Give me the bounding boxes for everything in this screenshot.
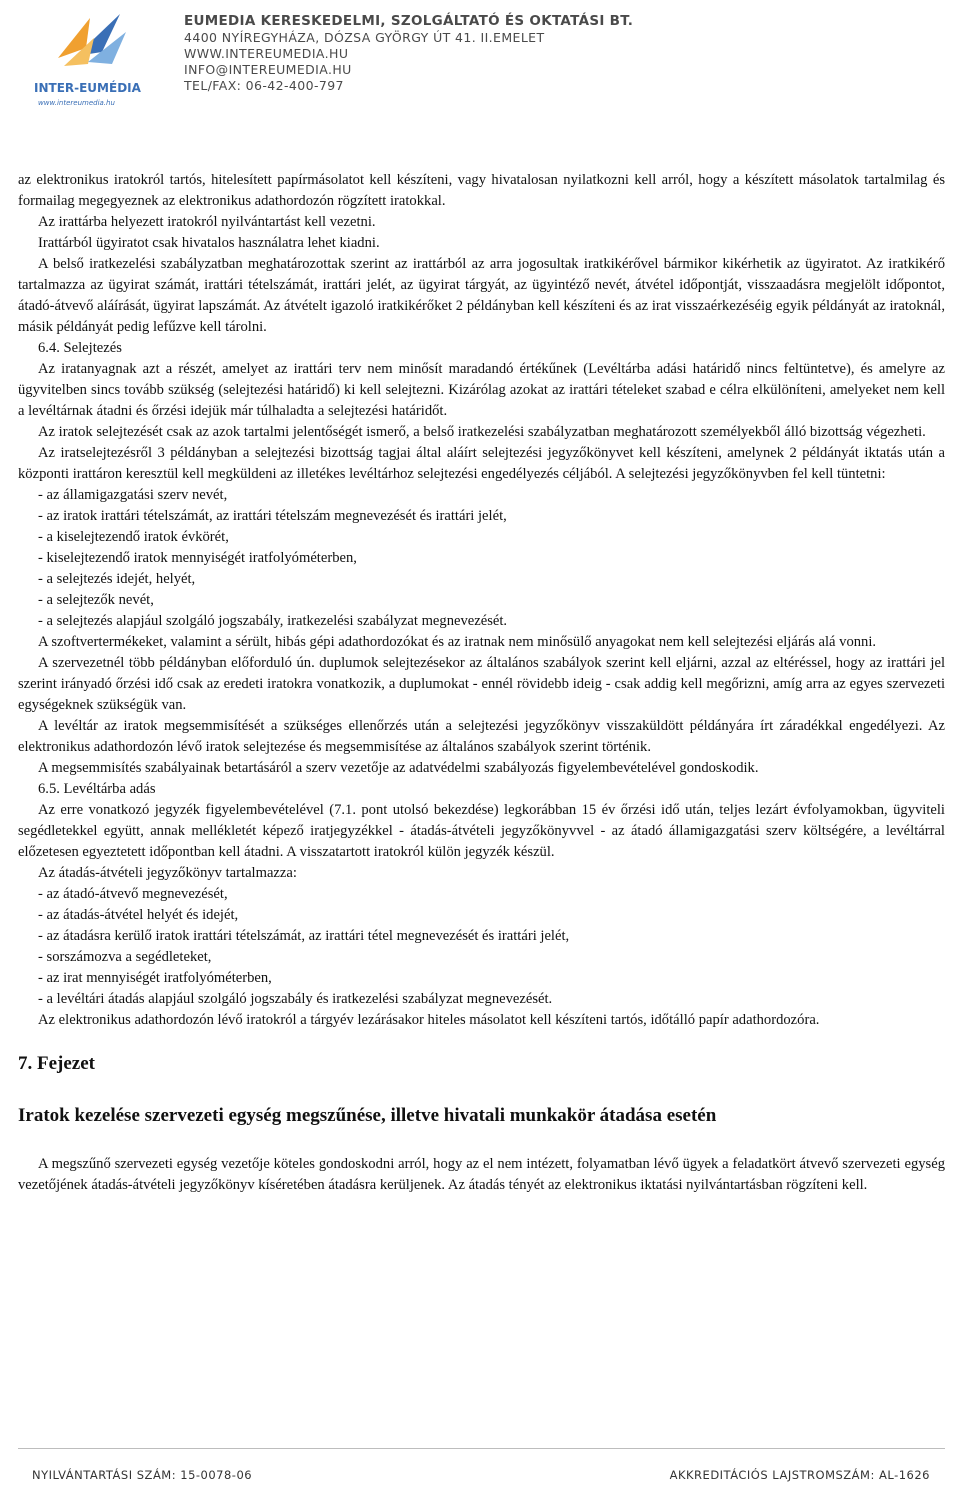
list-item: - a selejtezés alapjául szolgáló jogszabály, iratkezelési szabályzat megnevezését. [38,613,508,629]
paragraph: A levéltár az iratok megsemmisítését a szükséges ellenőrzés után a selejtezési jegyzőkönyv visszaküldött példányára írt záradékkal engedélyezi. Az elektronikus adathordozón lévő iratok selejtezése és megsemmisítése az általános szabályok szerint történik. [18,718,945,755]
paragraph: A szervezetnél több példányban előforduló ún. duplumok selejtezésekor az általános szabályok szerint kell eljárni, azzal az eltéréssel, hogy az irattári jel szerint irányadó őrzési idő csak az eredeti iratokra vonatkozik, a duplumokat - ennél rövidebb ideig - csak addig kell megőrizni, amíg arra az egyes szervezeti egységeknek szükségük van. [18,655,945,713]
paragraph: Az irattárba helyezett iratokról nyilvántartást kell vezetni. [38,214,376,230]
registration-number: NYILVÁNTARTÁSI SZÁM: 15-0078-06 [32,1468,253,1482]
list-item: - az átadásra kerülő iratok irattári tételszámát, az irattári tétel megnevezését és irattári jelét, [38,928,570,944]
company-email[interactable]: INFO@INTEREUMEDIA.HU [184,62,352,77]
paragraph: Az iratok selejtezését csak az azok tartalmi jelentőségét ismerő, a belső iratkezelési szabályzatban meghatározott személyekből álló bizottság végezheti. [38,424,926,440]
list-item: - az irat mennyiségét iratfolyóméterben, [38,970,272,986]
paragraph: A megsemmisítés szabályainak betartásáról a szerv vezetője az adatvédelmi szabályozás figyelembevételével gondoskodik. [38,760,759,776]
list-item: - a selejtezők nevét, [38,592,154,608]
paragraph: Az erre vonatkozó jegyzék figyelembevételével (7.1. pont utolsó bekezdése) legkorábban 15 év őrzési idő után, teljes lezárt évfolyamokban, ügyviteli segédletekkel együtt, annak mellékletét képező iratjegyzékkel - átadás-átvételi jegyzőkönyvvel - az átadó államigazgatási szerv költségére, a levéltárral előzetesen egyeztetett időpontban kell átadni. A visszatartott iratokról külön jegyzék készül. [18,802,945,860]
list-item: - kiselejtezendő iratok mennyiségét iratfolyóméterben, [38,550,357,566]
list-item: - az államigazgatási szerv nevét, [38,487,228,503]
list-item: - az iratok irattári tételszámát, az irattári tételszám megnevezését és irattári jelét, [38,508,507,524]
company-name: EUMEDIA KERESKEDELMI, SZOLGÁLTATÓ ÉS OKTATÁSI BT. [184,13,634,29]
list-item: - az átadás-átvétel helyét és idejét, [38,907,239,923]
company-phone: TEL/FAX: 06-42-400-797 [184,78,344,93]
paragraph: Az iratselejtezésről 3 példányban a selejtezési bizottság tagjai által aláírt selejtezési jegyzőkönyvet kell készíteni, amelynek 2 példányát iktatás után a központi irattáron keresztül kell megküldeni az illetékes levéltárhoz selejtezési engedélyezés céljából. A selejtezési jegyzőkönyvben fel kell tüntetni: [18,445,945,482]
chapter-heading: Iratok kezelése szervezeti egység megszűnése, illetve hivatali munkakör átadása esetén [18,1105,717,1126]
paragraph: Az átadás-átvételi jegyzőkönyv tartalmazza: [38,865,297,881]
paragraph: A szoftvertermékeket, valamint a sérült, hibás gépi adathordozókat és az iratnak nem minősülő anyagokat nem kell selejtezési eljárás alá vonni. [38,634,877,650]
document-body [18,170,945,1196]
logo-url: www.intereumedia.hu [38,99,115,107]
accreditation-number: AKKREDITÁCIÓS LAJSTROMSZÁM: AL-1626 [669,1468,930,1482]
inter-eumedia-logo [28,8,156,108]
paragraph: A belső iratkezelési szabályzatban meghatározottak szerint az irattárból az arra jogosultak iratkikérővel bármikor kikérhetik az ügyiratot. Az iratkikérő tartalmazza az ügyirat számát, irattári tételszámát, irattári jelét, az ügyirat tárgyát, az ügyintéző nevét, átvétel időpontját, visszaadásra megjelölt időpontot, átadó-átvevő aláírását, ügyirat lapszámát. Az átvételt igazoló iratkikérőket 2 példányban kell készíteni és az irat visszaérkezéséig egyik példányát az iratoknál, másik példányát pedig lefűzve kell tárolni. [18,256,945,335]
page-header [0,0,960,120]
chapter-title: 7. Fejezet [18,1053,95,1074]
paragraph: az elektronikus iratokról tartós, hitelesített papírmásolatot kell készíteni, vagy hivatalosan nyilatkozni kell arról, hogy a készített másolatok tartalmilag és formailag megegyeznek az elektronikus adathordozón rögzített iratokkal. [18,172,945,209]
company-address: 4400 NYÍREGYHÁZA, DÓZSA GYÖRGY ÚT 41. II.EMELET [184,30,545,45]
paragraph: Az elektronikus adathordozón lévő iratokról a tárgyév lezárásakor hiteles másolatot kell készíteni tartós, időtálló papír adathordozóra. [38,1012,820,1028]
paragraph: Irattárból ügyiratot csak hivatalos használatra lehet kiadni. [38,235,380,251]
list-item: - a selejtezés idejét, helyét, [38,571,196,587]
list-item: - az átadó-átvevő megnevezését, [38,886,228,902]
company-website[interactable]: WWW.INTEREUMEDIA.HU [184,46,349,61]
paragraph: Az iratanyagnak azt a részét, amelyet az irattári terv nem minősít maradandó értékűnek (Levéltárba adási határidő nincs feltüntetve), és amelyre az ügyvitelben sincs tovább szükség (selejtezési határidő) ki kell selejtezni. Kizárólag azokat az irattári tételeket szabad e célra elkülöníteni, amelyeket nem kell a levéltárnak átadni és őrzési idejük már túlhaladta a selejtezési határidőt. [18,361,945,419]
section-heading-6-4: 6.4. Selejtezés [38,340,122,356]
list-item: - a levéltári átadás alapjául szolgáló jogszabály és iratkezelési szabályzat megnevezését. [38,991,553,1007]
section-heading-6-5: 6.5. Levéltárba adás [38,781,156,797]
list-item: - a kiselejtezendő iratok évkörét, [38,529,229,545]
logo-text: INTER-EUMÉDIA [34,81,141,95]
company-info [184,12,633,94]
footer-divider [18,1448,945,1449]
list-item: - sorszámozva a segédleteket, [38,949,212,965]
paragraph: A megszűnő szervezeti egység vezetője köteles gondoskodni arról, hogy az el nem intézett, folyamatban lévő ügyek a feladatkört átvevő szervezeti egység vezetőjének átadás-átvételi jegyzőkönyv kíséretében átadásra kerüljenek. Az átadás tényét az elektronikus iktatási nyilvántartásban rögzíteni kell. [18,1156,945,1193]
